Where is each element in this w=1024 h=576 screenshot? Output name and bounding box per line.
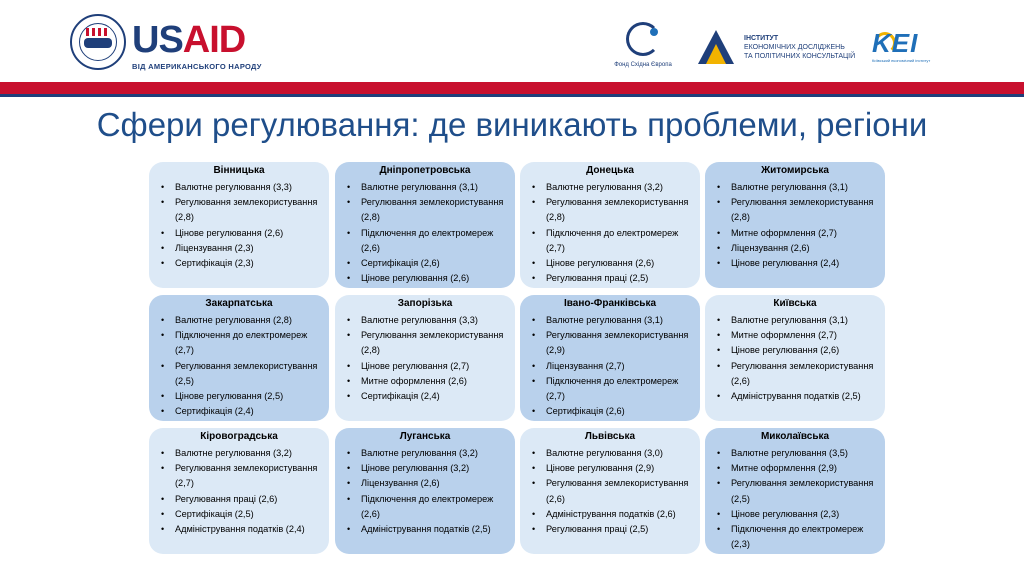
list-item: • Цінове регулювання (3,2) (339, 461, 511, 476)
list-item: • Митне оформлення (2,7) (709, 226, 881, 241)
list-item: • Валютне регулювання (3,1) (524, 313, 696, 328)
region-name: Житомирська (761, 165, 829, 176)
kei-wordmark: KEI (872, 28, 919, 58)
list-item: • Валютне регулювання (2,8) (153, 313, 325, 328)
list-item: • Регулювання землекористування (2,6) (709, 359, 881, 389)
region-card (520, 295, 700, 421)
region-card (705, 295, 885, 421)
list-item: • Сертифікація (2,5) (153, 507, 325, 522)
list-item: • Регулювання землекористування (2,8) (709, 195, 881, 225)
usaid-wordmark: USAID (132, 19, 246, 61)
list-item: • Валютне регулювання (3,3) (153, 180, 325, 195)
list-item: • Валютне регулювання (3,0) (524, 446, 696, 461)
list-item: • Адміністрування податків (2,5) (339, 522, 511, 537)
usaid-seal-icon (70, 14, 126, 70)
feu-circle-icon (626, 22, 660, 56)
list-item: • Цінове регулювання (2,6) (524, 256, 696, 271)
red-band (0, 82, 1024, 94)
list-item: • Митне оформлення (2,9) (709, 461, 881, 476)
list-item: • Регулювання землекористування (2,8) (339, 195, 511, 225)
list-item: • Валютне регулювання (3,2) (153, 446, 325, 461)
list-item: • Підключення до електромереж (2,7) (524, 226, 696, 256)
region-card (520, 428, 700, 554)
region-issues-list (339, 446, 511, 537)
list-item: • Сертифікація (2,6) (339, 256, 511, 271)
region-issues-list (709, 180, 881, 271)
list-item: • Регулювання праці (2,5) (524, 271, 696, 286)
region-name: Київська (773, 298, 817, 309)
region-issues-list (339, 180, 511, 286)
ier-logo (698, 26, 863, 70)
region-issues-list (153, 446, 325, 537)
feu-logo (608, 22, 678, 72)
kei-tagline: Київський економічний інститут (872, 58, 931, 63)
region-name: Івано-Франківська (563, 298, 657, 309)
region-card (335, 428, 515, 554)
region-name: Луганська (399, 431, 451, 442)
usaid-tagline: ВІД АМЕРИКАНСЬКОГО НАРОДУ (132, 62, 262, 71)
slide-title: Сфери регулювання: де виникають проблеми, регіони (96, 106, 928, 143)
list-item: • Регулювання землекористування (2,7) (153, 461, 325, 491)
regions-grid (149, 162, 887, 554)
list-item: • Ліцензування (2,6) (339, 476, 511, 491)
list-item: • Підключення до електромереж (2,7) (153, 328, 325, 358)
list-item: • Цінове регулювання (2,7) (339, 359, 511, 374)
list-item: • Регулювання землекористування (2,6) (524, 476, 696, 506)
list-item: • Сертифікація (2,4) (339, 389, 511, 404)
region-issues-list (339, 313, 511, 404)
region-issues-list (524, 313, 696, 419)
region-issues-list (153, 180, 325, 271)
list-item: • Валютне регулювання (3,1) (709, 180, 881, 195)
region-issues-list (524, 446, 696, 537)
list-item: • Валютне регулювання (3,2) (524, 180, 696, 195)
list-item: • Ліцензування (2,6) (709, 241, 881, 256)
region-card (149, 162, 329, 288)
list-item: • Регулювання землекористування (2,5) (709, 476, 881, 506)
region-card (335, 162, 515, 288)
region-name: Львівська (584, 431, 636, 442)
region-issues-list (153, 313, 325, 419)
blue-band (0, 94, 1024, 97)
list-item: • Цінове регулювання (2,5) (153, 389, 325, 404)
list-item: • Регулювання землекористування (2,9) (524, 328, 696, 358)
list-item: • Валютне регулювання (3,3) (339, 313, 511, 328)
list-item: • Сертифікація (2,3) (153, 256, 325, 271)
list-item: • Підключення до електромереж (2,6) (339, 492, 511, 522)
region-card (149, 428, 329, 554)
list-item: • Цінове регулювання (2,4) (709, 256, 881, 271)
region-card (520, 162, 700, 288)
region-issues-list (709, 313, 881, 404)
list-item: • Підключення до електромереж (2,6) (339, 226, 511, 256)
list-item: • Адміністрування податків (2,4) (153, 522, 325, 537)
list-item: • Регулювання землекористування (2,8) (153, 195, 325, 225)
list-item: • Регулювання землекористування (2,8) (524, 195, 696, 225)
region-name: Миколаївська (760, 431, 830, 442)
list-item: • Ліцензування (2,3) (153, 241, 325, 256)
region-card (705, 428, 885, 554)
region-name: Закарпатська (205, 298, 273, 309)
list-item: • Митне оформлення (2,7) (709, 328, 881, 343)
region-card (149, 295, 329, 421)
region-card (335, 295, 515, 421)
region-name: Запорізька (397, 298, 453, 309)
list-item: • Регулювання землекористування (2,5) (153, 359, 325, 389)
list-item: • Сертифікація (2,4) (153, 404, 325, 419)
list-item: • Цінове регулювання (2,6) (709, 343, 881, 358)
list-item: • Сертифікація (2,6) (524, 404, 696, 419)
header-bar (0, 0, 1024, 82)
list-item: • Ліцензування (2,7) (524, 359, 696, 374)
region-name: Донецька (586, 165, 634, 176)
list-item: • Цінове регулювання (2,9) (524, 461, 696, 476)
list-item: • Регулювання праці (2,6) (153, 492, 325, 507)
list-item: • Цінове регулювання (2,6) (153, 226, 325, 241)
region-issues-list (709, 446, 881, 552)
list-item: • Підключення до електромереж (2,7) (524, 374, 696, 404)
kei-logo (872, 26, 942, 66)
list-item: • Підключення до електромереж (2,3) (709, 522, 881, 552)
list-item: • Валютне регулювання (3,2) (339, 446, 511, 461)
list-item: • Адміністрування податків (2,5) (709, 389, 881, 404)
list-item: • Регулювання праці (2,5) (524, 522, 696, 537)
ier-name: ІНСТИТУТ ЕКОНОМІЧНИХ ДОСЛІДЖЕНЬ ТА ПОЛІТИЧНИХ КОНСУЛЬТАЦІЙ (744, 35, 856, 60)
list-item: • Цінове регулювання (2,3) (709, 507, 881, 522)
list-item: • Адміністрування податків (2,6) (524, 507, 696, 522)
list-item: • Цінове регулювання (2,6) (339, 271, 511, 286)
feu-name: Фонд Східна Європа (614, 62, 672, 68)
usaid-logo (70, 14, 270, 74)
list-item: • Валютне регулювання (3,5) (709, 446, 881, 461)
list-item: • Валютне регулювання (3,1) (709, 313, 881, 328)
region-card (705, 162, 885, 288)
region-name: Вінницька (213, 165, 265, 176)
region-issues-list (524, 180, 696, 286)
list-item: • Валютне регулювання (3,1) (339, 180, 511, 195)
region-name: Дніпропетровська (379, 165, 471, 176)
list-item: • Регулювання землекористування (2,8) (339, 328, 511, 358)
list-item: • Митне оформлення (2,6) (339, 374, 511, 389)
region-name: Кіровоградська (200, 431, 278, 442)
